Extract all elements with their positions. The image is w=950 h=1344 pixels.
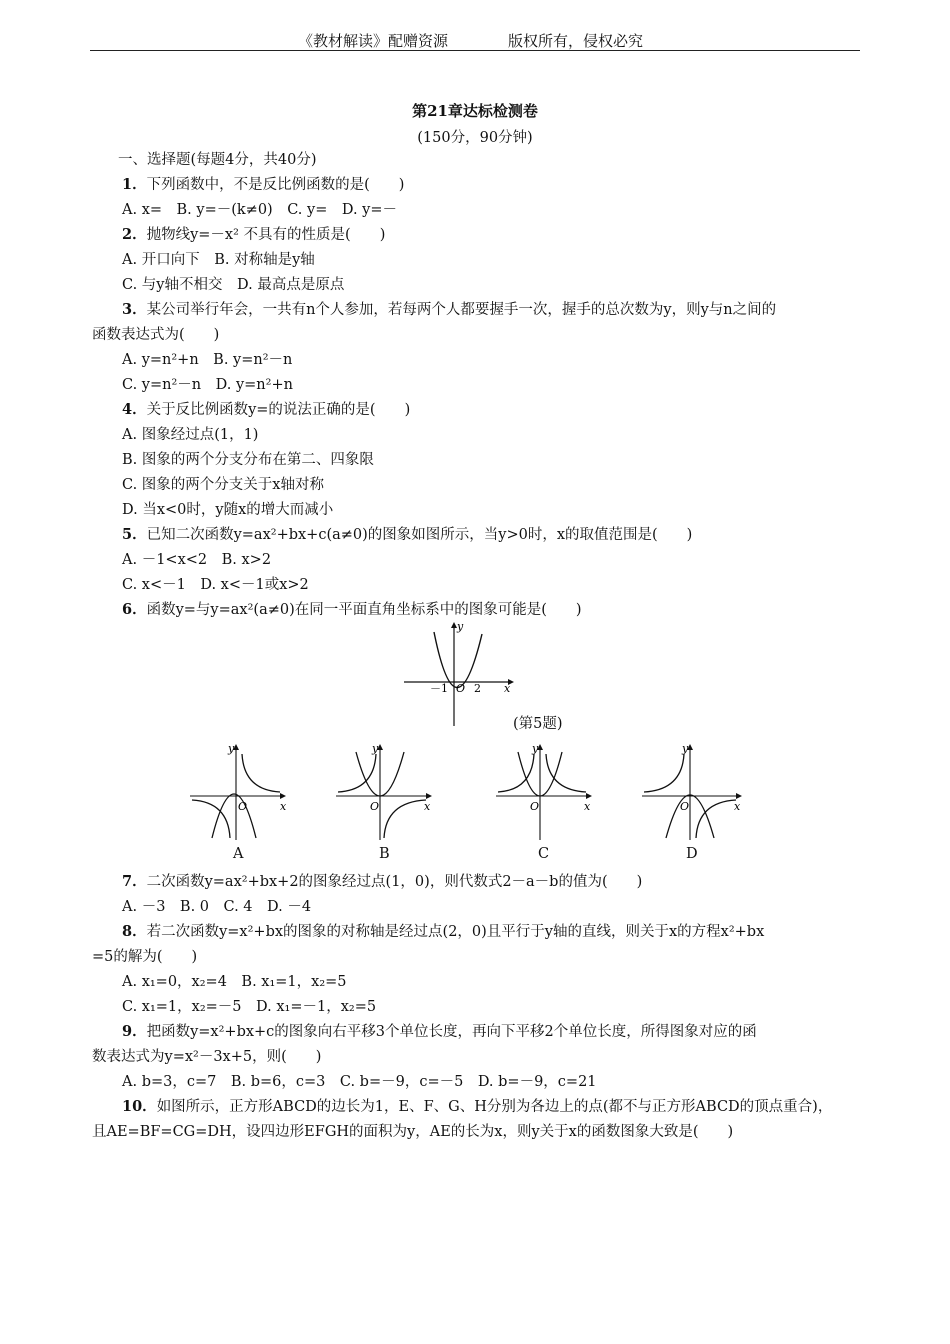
q3-options-ab: A. y=n²+n B. y=n²－n (122, 352, 293, 368)
q2-options-ab: A. 开口向下 B. 对称轴是y轴 (122, 252, 315, 268)
origin-label: O (238, 800, 248, 813)
header-left: 《教材解读》配赠资源 (298, 32, 449, 50)
q9: 9．把函数y=x²+bx+c的图象向右平移3个单位长度，再向下平移2个单位长度，所得图象对应的函 (122, 1023, 757, 1040)
q9-options: A. b=3，c=7 B. b=6，c=3 C. b=－9，c=－5 D. b=－9，c=21 (122, 1074, 597, 1090)
hyperbola-branch (242, 754, 280, 792)
parabola-curve (212, 794, 256, 838)
q4-option-c: C. 图象的两个分支关于x轴对称 (122, 477, 324, 493)
q4-option-d: D. 当x<0时，y随x的增大而减小 (122, 502, 334, 518)
parabola-curve (434, 632, 482, 688)
q7-options: A. －3 B. 0 C. 4 D. －4 (122, 899, 312, 915)
choice-a-label: A (233, 846, 244, 862)
origin-label: O (530, 800, 540, 813)
fig5-neg1: －1 (430, 682, 448, 695)
page-title: 第21章达标检测卷 (412, 102, 538, 120)
header-right: 版权所有，侵权必究 (508, 32, 644, 50)
axis-label: x (734, 800, 741, 813)
origin-label: O (680, 800, 690, 813)
q10-cont: 且AE=BF=CG=DH，设四边形EFGH的面积为y，AE的长为x，则y关于x的函数图象大致是( ) (92, 1124, 734, 1140)
q8-cont: =5的解为( ) (92, 949, 198, 965)
q5-options-cd: C. x<－1 D. x<－1或x>2 (122, 577, 309, 593)
hyperbola-branch (338, 754, 376, 792)
axis-label: x (280, 800, 287, 813)
page-header (90, 30, 860, 51)
q1: 1．下列函数中，不是反比例函数的是( ) (122, 176, 405, 193)
hyperbola-branch (498, 754, 534, 792)
q7: 7．二次函数y=ax²+bx+2的图象经过点(1，0)，则代数式2－a－b的值为( ) (122, 873, 643, 890)
choice-b-label: B (379, 846, 390, 862)
choice-a-graph (188, 740, 292, 842)
q4: 4．关于反比例函数y=的说法正确的是( ) (122, 401, 411, 418)
choice-c-graph (494, 740, 598, 842)
hyperbola-branch (384, 800, 426, 838)
axis-label: y (682, 742, 689, 755)
fig5-two: 2 (474, 682, 481, 695)
axis-label: y (228, 742, 235, 755)
q2-options-cd: C. 与y轴不相交 D. 最高点是原点 (122, 277, 345, 293)
q4-option-a: A. 图象经过点(1，1) (122, 427, 259, 443)
fig5-origin: O (456, 682, 466, 695)
q10: 10．如图所示，正方形ABCD的边长为1，E、F、G、H分别为各边上的点(都不与正方形ABCD的顶点重合)， (122, 1098, 833, 1115)
choice-d-label: D (686, 846, 698, 862)
axis-label: y (372, 742, 379, 755)
choice-b-graph (334, 740, 438, 842)
axis-label: x (584, 800, 591, 813)
choice-c-label: C (538, 846, 550, 862)
q3: 3．某公司举行年会，一共有n个人参加，若每两个人都要握手一次，握手的总次数为y，则y与n之间的 (122, 301, 777, 318)
q8-options-cd: C. x₁=1，x₂=－5 D. x₁=－1，x₂=5 (122, 999, 377, 1015)
q2: 2．抛物线y=－x² 不具有的性质是( ) (122, 226, 386, 243)
q5-figure (400, 618, 520, 730)
q3-cont: 函数表达式为( ) (92, 327, 220, 343)
q3-options-cd: C. y=n²－n D. y=n²+n (122, 377, 293, 393)
choice-d-graph (640, 740, 744, 842)
fig5-caption: (第5题) (513, 716, 563, 732)
origin-label: O (370, 800, 380, 813)
fig5-x-label: x (504, 682, 511, 695)
hyperbola-branch (546, 754, 586, 792)
q1-options: A. x= B. y=－(k≠0) C. y= D. y=－ (122, 202, 398, 218)
q8: 8．若二次函数y=x²+bx的图象的对称轴是经过点(2，0)且平行于y轴的直线，则关于x的方程x²+bx (122, 923, 765, 940)
q9-cont: 数表达式为y=x²－3x+5，则( ) (92, 1049, 322, 1065)
axis-label: x (424, 800, 431, 813)
q5-options-ab: A. －1<x<2 B. x>2 (122, 552, 272, 568)
q8-options-ab: A. x₁=0，x₂=4 B. x₁=1，x₂=5 (122, 974, 347, 990)
hyperbola-branch (192, 800, 230, 838)
axis-label: y (532, 742, 539, 755)
hyperbola-branch (644, 754, 684, 792)
section-heading: 一、选择题(每题4分，共40分) (118, 152, 317, 168)
q6: 6．函数y=与y=ax²(a≠0)在同一平面直角坐标系中的图象可能是( ) (122, 601, 582, 618)
q5: 5．已知二次函数y=ax²+bx+c(a≠0)的图象如图所示，当y>0时，x的取值范围是( ) (122, 526, 693, 543)
q4-option-b: B. 图象的两个分支分布在第二、四象限 (122, 452, 374, 468)
fig5-y-label: y (457, 620, 464, 633)
page-subtitle: (150分，90分钟) (417, 130, 533, 146)
